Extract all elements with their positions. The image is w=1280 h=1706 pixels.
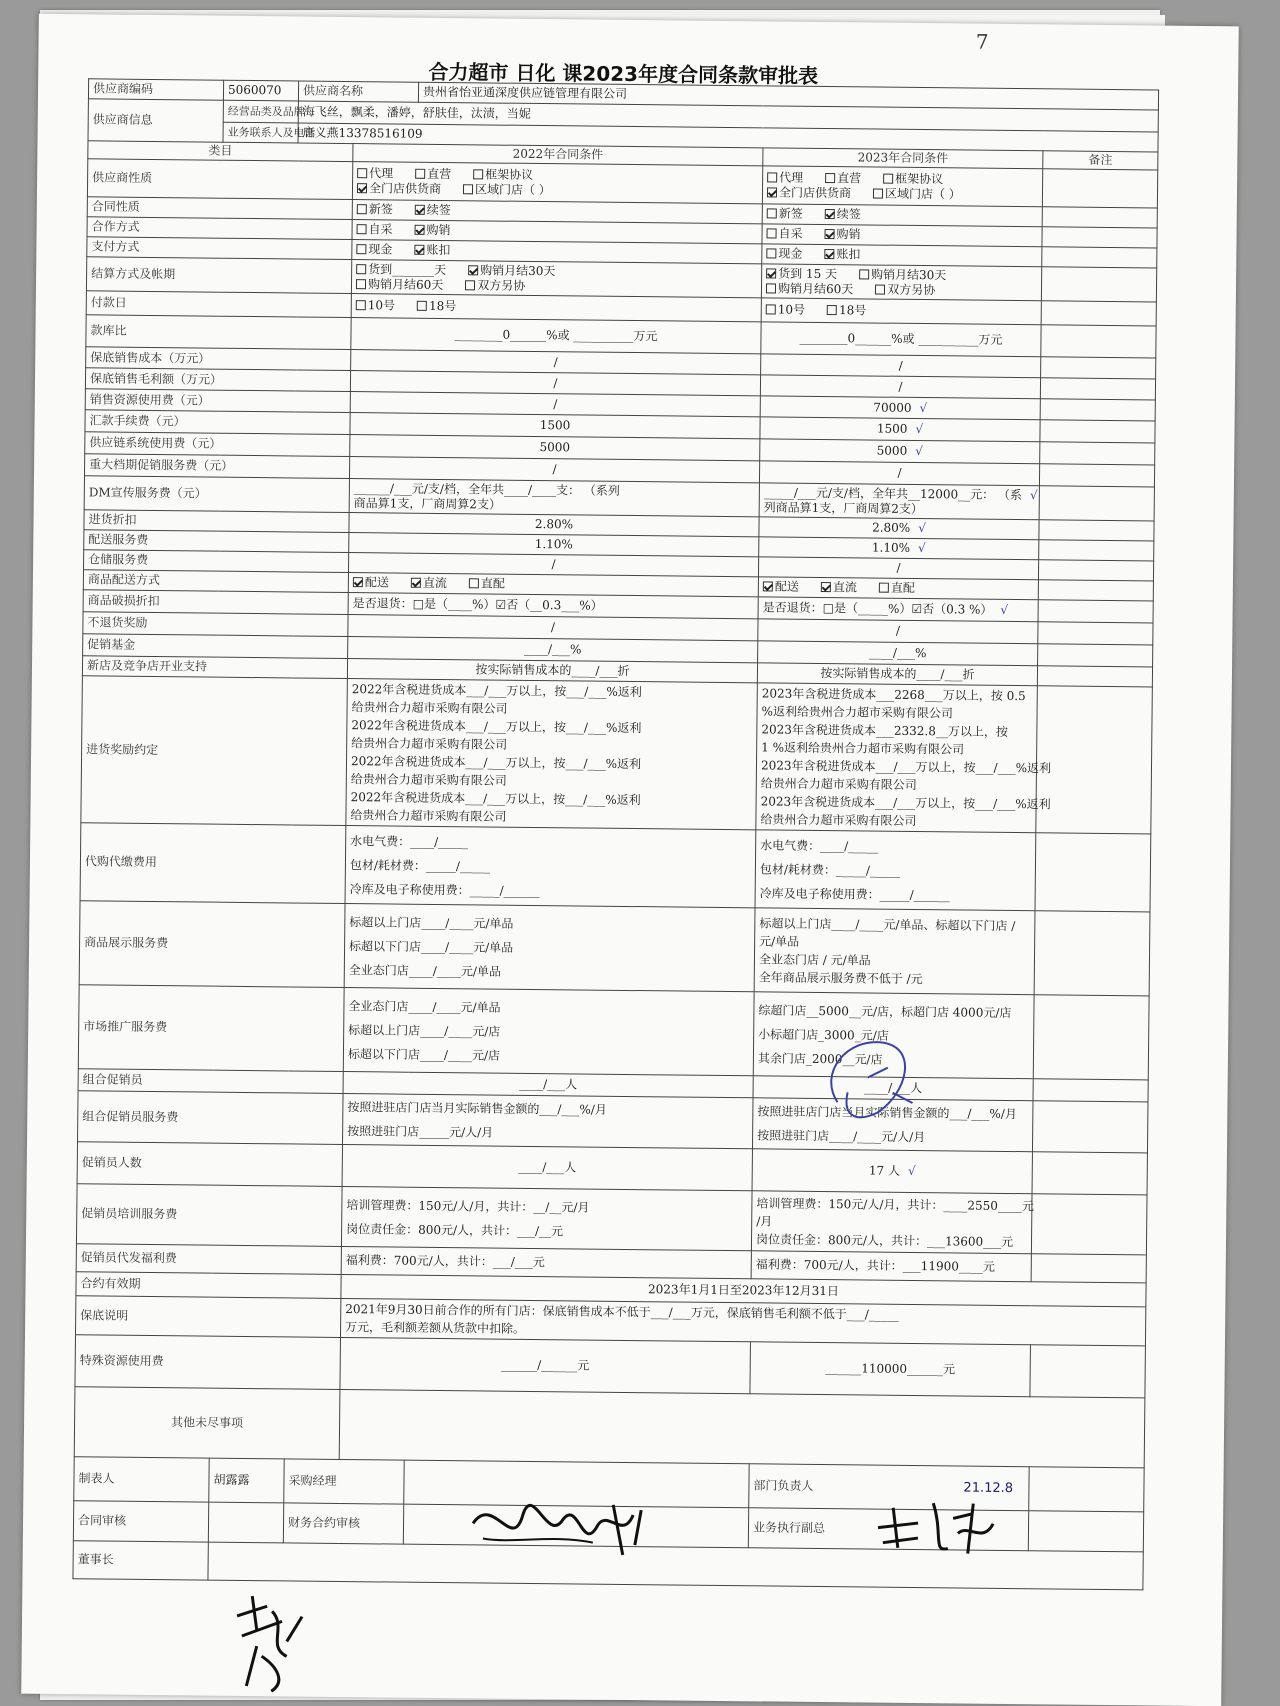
page-number: 7	[975, 29, 989, 54]
checkbox-option[interactable]: 现金	[766, 246, 802, 260]
delivery_mode-label: 商品配送方式	[83, 570, 348, 593]
damage-label: 商品破损折扣	[83, 590, 348, 615]
checkbox-option[interactable]: 购销月结60天	[356, 277, 443, 292]
no_return-2023: /	[758, 619, 1038, 644]
checkbox-option[interactable]: 配送	[763, 579, 799, 593]
checkbox-option[interactable]: 双方另协	[465, 278, 525, 293]
checkbox-icon[interactable]	[883, 173, 893, 183]
new_store-2023: 按实际销售成本的____/___折	[757, 663, 1037, 686]
proxy_fee-2023: 水电气费：____/_____ 包材/耗材费：_____/_____ 冷库及电子称使用费：_____/______	[755, 830, 1036, 911]
no_return-remark	[1038, 622, 1153, 645]
row-market_fee	[78, 985, 1149, 1080]
festival_fee-remark	[1039, 464, 1154, 487]
festival_fee-label: 重大档期促销服务费（元）	[84, 454, 349, 479]
res_fee-2022: /	[350, 392, 760, 417]
proxy_fee-label: 代购代缴费用	[80, 823, 346, 904]
checkbox-icon[interactable]	[825, 209, 835, 219]
check-mark-7: √	[907, 1163, 916, 1179]
guar_margin-2022: /	[350, 371, 760, 396]
promo_fund-2023: ____/___%	[758, 641, 1038, 666]
dm_fee-label: DM宣传服务费（元）	[84, 476, 349, 513]
discount-2022: 2.80%	[349, 513, 759, 537]
maker-label: 制表人	[74, 1457, 209, 1502]
brands-label: 经营品类及品牌	[223, 100, 298, 123]
combo_promoter-remark	[1033, 1079, 1148, 1102]
checkbox-icon[interactable]	[875, 284, 885, 294]
checkbox-option[interactable]: 购销月结30天	[468, 263, 555, 278]
remit_fee-label: 汇款手续费（元）	[85, 410, 350, 435]
rebate-2022: 2022年含税进货成本___/___万以上，按___/___%返利 给贵州合力超市采购有限公司 2022年含税进货成本___/___万以上，按___/___%返利 给贵州合力超市采购有限公司 2022年含税进货成本___/___万以上，按___/___%返利 给贵州合力超市采购有限公司 2022年含税进货成本___/___万以上，按___/___%返利 给贵州合力超市采购有限公司	[346, 679, 758, 830]
sc_fee-label: 供应链系统使用费（元）	[85, 432, 350, 457]
delivery_fee-remark	[1039, 540, 1154, 561]
proxy_fee-2022: 水电气费：____/_____ 包材/耗材费：_____/_____ 冷库及电子称使用费：_____/______	[345, 826, 756, 908]
checkbox-icon[interactable]	[463, 184, 473, 194]
contract-review-label: 合同审核	[73, 1501, 208, 1542]
checkbox-option[interactable]: 18号	[827, 303, 866, 317]
checkbox-icon[interactable]	[766, 283, 776, 293]
checkbox-icon[interactable]	[821, 582, 831, 592]
checkbox-icon[interactable]	[356, 279, 366, 289]
checkbox-option[interactable]: 代理	[357, 166, 393, 180]
checkbox-option[interactable]: 续签	[825, 207, 861, 221]
stock_ratio-label: 款库比	[86, 315, 351, 350]
guar_margin-label: 保底销售毛利额（万元）	[85, 368, 350, 392]
promo_fund-label: 促销基金	[83, 634, 348, 659]
combo_promoter-2022: ____/___人	[343, 1072, 753, 1098]
rebate-2023: 2023年含税进货成本___2268___万以上，按 0.5 %返利给贵州合力超市采购有限公司 2023年含税进货成本___2332.8__万以上，按 1 %返利给贵州合力超市采购有限公司 2023年含税进货成本___/___万以上，按___/___%返利 给贵州合力超市采购有限公司 2023年含税进货成本___/___万以上，按___/___%返利 给贵州合力超市采购有限公司	[756, 683, 1038, 833]
rebate-remark	[1036, 686, 1153, 834]
check-mark-2: √	[915, 443, 923, 459]
checkbox-icon[interactable]	[356, 244, 366, 254]
checkbox-icon[interactable]	[357, 204, 367, 214]
checkbox-icon[interactable]	[827, 305, 837, 315]
special_fee-label: 特殊资源使用费	[75, 1335, 341, 1390]
new_store-2022: 按实际销售成本的____/___折	[347, 659, 757, 683]
checkbox-option[interactable]: 框架协议	[473, 167, 533, 182]
welfare-2023: 福利费：700元/人，共计：___11900____元	[751, 1251, 1031, 1282]
discount-label: 进货折扣	[84, 510, 349, 533]
nature-2022	[352, 162, 762, 204]
checkbox-option[interactable]: 代理	[767, 170, 803, 184]
settle-remark	[1041, 267, 1156, 302]
purchase-manager-sign	[404, 1460, 749, 1508]
rebate-label: 进货奖励约定	[81, 676, 348, 826]
settle-2022	[351, 260, 761, 298]
combo_fee-2023: 按照进驻店门店当月实际销售金额的___/___%/月 按照进驻门店____/____元/人/月	[752, 1098, 1033, 1152]
checkbox-icon[interactable]	[415, 205, 425, 215]
checkbox-icon[interactable]	[825, 173, 835, 183]
checkbox-option[interactable]: 自采	[767, 226, 803, 240]
checkbox-option[interactable]: 账扣	[824, 247, 860, 261]
guar_cost-remark	[1041, 357, 1156, 379]
training_fee-remark	[1031, 1194, 1147, 1255]
checkbox-icon[interactable]	[411, 578, 421, 588]
promoter_count-remark	[1032, 1152, 1147, 1195]
valid-label: 合约有效期	[76, 1272, 341, 1299]
checkbox-option[interactable]: 新签	[767, 206, 803, 220]
checkbox-icon[interactable]	[824, 249, 834, 259]
pay-label: 支付方式	[87, 237, 352, 260]
checkbox-icon[interactable]	[859, 269, 869, 279]
storage_fee-remark	[1038, 560, 1153, 581]
checkbox-option[interactable]: 直配	[469, 576, 505, 590]
checkbox-option[interactable]: 全门店供货商	[357, 181, 441, 196]
delivery_mode-remark	[1038, 580, 1153, 601]
combo_promoter-label: 组合促销员	[78, 1069, 343, 1094]
valid-period: 2023年1月1日至2023年12月31日	[341, 1274, 1146, 1306]
checkbox-icon[interactable]	[767, 187, 777, 197]
checkbox-option[interactable]: 直营	[415, 166, 451, 180]
discount-remark	[1039, 520, 1154, 541]
storage_fee-label: 仓储服务费	[84, 550, 349, 573]
supplier-info-label: 供应商信息	[88, 99, 223, 142]
checkbox-option[interactable]: 配送	[353, 575, 389, 589]
storage_fee-2023: /	[758, 557, 1038, 580]
dept-head-label: 部门负责人 21.12.8	[749, 1464, 1029, 1511]
checkbox-option[interactable]: 区域门店（ ）	[463, 182, 551, 197]
welfare-remark	[1031, 1254, 1146, 1283]
checkbox-icon[interactable]	[825, 229, 835, 239]
sc_fee-remark	[1040, 442, 1155, 465]
new_store-label: 新店及竞争店开业支持	[82, 656, 347, 679]
header-2022: 2022年合同条件	[353, 144, 763, 166]
nature-remark	[1042, 169, 1157, 208]
discount-2023: 2.80% √	[759, 517, 1039, 540]
checkbox-icon[interactable]	[879, 583, 889, 593]
welfare-2022: 福利费：700元/人，共计：___/___元	[341, 1246, 751, 1278]
maker-name: 胡露露	[209, 1458, 284, 1503]
checkbox-icon[interactable]	[473, 169, 483, 179]
market_fee-label: 市场推广服务费	[78, 985, 344, 1072]
promoter_count-2023: 17 人 √	[752, 1149, 1032, 1194]
checkbox-option[interactable]: 账扣	[414, 243, 450, 257]
coop-label: 合作方式	[87, 217, 352, 240]
row-training_fee	[76, 1184, 1147, 1255]
dept-head-date: 21.12.8	[963, 1480, 1014, 1497]
checkbox-icon[interactable]	[766, 268, 776, 278]
checkbox-icon[interactable]	[357, 168, 367, 178]
festival_fee-2022: /	[349, 457, 759, 483]
sc_fee-2023: 5000 √	[760, 439, 1040, 464]
damage-2023: 是否退货：□是（_____%）☑否（0.3 %） √	[758, 597, 1038, 622]
header-remark: 备注	[1043, 151, 1158, 170]
stock_ratio-remark	[1041, 325, 1156, 358]
check-mark-5: √	[917, 540, 926, 556]
checkbox-icon[interactable]	[766, 248, 776, 258]
check-mark-6: √	[1000, 602, 1009, 617]
new_store-remark	[1037, 666, 1152, 687]
supplier-name: 贵州省怡亚通深度供应链管理有限公司	[418, 82, 1158, 110]
header-2023: 2023年合同条件	[763, 148, 1043, 169]
checkbox-icon[interactable]	[767, 228, 777, 238]
combo_promoter-2023: ____/___人	[753, 1076, 1033, 1101]
guar_cost-2022: /	[351, 350, 761, 375]
check-mark-1: √	[915, 421, 924, 437]
vp-label: 业务执行副总	[748, 1508, 1028, 1551]
checkbox-option[interactable]: 直配	[879, 581, 915, 595]
display_fee-2022: 标超以上门店____/____元/单品 标超以下门店____/____元/单品 全业态门店____/____元/单品	[344, 904, 755, 992]
vp-sign	[1028, 1511, 1143, 1552]
form-title: 合力超市 日化 课2023年度合同条款审批表	[428, 59, 819, 88]
checkbox-icon[interactable]	[356, 264, 366, 274]
row-proxy_fee	[80, 823, 1151, 912]
brands: 海飞丝，飘柔，潘婷，舒肤佳，汰渍，当妮	[298, 101, 1158, 132]
training_fee-label: 促销员培训服务费	[76, 1184, 342, 1247]
checkbox-icon[interactable]	[767, 172, 777, 182]
res_fee-label: 销售资源使用费（元）	[85, 389, 350, 413]
other-content	[339, 1389, 1145, 1467]
proxy_fee-remark	[1035, 833, 1151, 912]
stock_ratio-2022: ________0______%或 __________万元	[351, 318, 761, 354]
checkbox-icon[interactable]	[414, 245, 424, 255]
nature-label: 供应商性质	[87, 159, 352, 200]
special_fee-2022: ______/______元	[340, 1337, 751, 1393]
settle-2023	[761, 264, 1041, 301]
sign-remark	[1029, 1467, 1144, 1512]
guarantee-text: 2021年9月30日前合作的所有门店：保底销售成本不低于___/___万元，保底销售毛利额不低于___/_____ 万元，毛利额差额从货款中扣除。	[340, 1298, 1145, 1345]
checkbox-option[interactable]: 双方另协	[875, 282, 935, 297]
guar_margin-2023: /	[760, 375, 1040, 399]
checkbox-option[interactable]: 现金	[356, 242, 392, 256]
guar_cost-label: 保底销售成本（万元）	[86, 347, 351, 371]
contract-review-sign	[208, 1502, 283, 1543]
festival_fee-2023: /	[759, 461, 1039, 486]
check-mark-0: √	[919, 400, 928, 415]
training_fee-2023: 培训管理费：150元/人/月，共计：____2550____元 /月 岗位责任金：800元/人，共计：___13600___元	[751, 1191, 1032, 1254]
checkbox-icon[interactable]	[763, 581, 773, 591]
supplier-name-label: 供应商名称	[298, 81, 418, 102]
market_fee-remark	[1033, 995, 1149, 1080]
row-other	[74, 1387, 1145, 1468]
checkbox-icon[interactable]	[353, 577, 363, 587]
checkbox-option[interactable]: 直流	[411, 576, 447, 590]
delivery_fee-2022: 1.10%	[349, 533, 759, 557]
checkbox-option[interactable]: 续签	[415, 203, 451, 217]
payday-remark	[1041, 301, 1156, 326]
guar_cost-2023: /	[761, 354, 1041, 378]
promo_fund-2022: ____/___%	[348, 637, 758, 663]
contract-remark	[1042, 207, 1157, 228]
checkbox-icon[interactable]	[767, 208, 777, 218]
payday-label: 付款日	[86, 291, 351, 318]
damage-remark	[1038, 600, 1153, 623]
remit_fee-2022: 1500	[350, 413, 760, 439]
no_return-label: 不退货奖励	[83, 612, 348, 637]
checkbox-option[interactable]: 10号	[766, 302, 805, 316]
delivery_fee-label: 配送服务费	[84, 530, 349, 553]
welfare-label: 促销员代发福利费	[76, 1244, 341, 1275]
delivery_fee-2023: 1.10% √	[759, 537, 1039, 560]
checkbox-icon[interactable]	[415, 168, 425, 178]
row-rebate	[81, 676, 1153, 834]
combo_fee-remark	[1032, 1101, 1148, 1153]
other-label: 其他未尽事项	[74, 1387, 340, 1460]
supplier-code-label: 供应商编码	[88, 79, 223, 100]
checkbox-option[interactable]: 框架协议	[883, 171, 943, 186]
checkbox-icon[interactable]	[766, 304, 776, 314]
guar_margin-remark	[1040, 378, 1155, 400]
display_fee-2023: 标超以上门店____/____元/单品、标超以下门店 / 元/单品 全业态门店 / 元/单品 全年商品展示服务费不低于 /元	[754, 908, 1035, 995]
contact: 唐义燕13378516109	[298, 123, 1158, 152]
remit_fee-remark	[1040, 420, 1155, 443]
checkbox-option[interactable]: 全门店供货商	[767, 185, 851, 200]
check-mark-3: √	[1029, 487, 1038, 502]
checkbox-option[interactable]: 购销	[415, 223, 451, 237]
checkbox-icon[interactable]	[415, 225, 425, 235]
market_fee-2022: 全业态门店____/____元/单品 标超以上门店____/____元/店 标超以下门店____/____元/店	[343, 988, 754, 1076]
checkbox-option[interactable]: 货到 15 天	[766, 266, 837, 281]
market_fee-2023: 综超门店__5000__元/店，标超门店 4000元/店 小标超门店_3000_元/店 其余门店_2000__元/店	[753, 992, 1034, 1079]
guarantee-label: 保底说明	[75, 1296, 340, 1338]
checkbox-option[interactable]: 购销	[825, 227, 861, 241]
dm_fee-2023: _____/___元/支/档，全年共__12000__元： （系 √ 列商品算1支，厂商周算2支）	[759, 483, 1039, 520]
promoter_count-2022: ____/___人	[342, 1145, 752, 1191]
checkbox-option[interactable]: 购销月结30天	[859, 267, 946, 282]
dm_fee-remark	[1039, 486, 1154, 521]
damage-2022: 是否退货：□是（____%）☑否（__0.3___%）	[348, 593, 758, 619]
approval-form-sheet	[21, 14, 1239, 1706]
checkbox-icon[interactable]	[873, 188, 883, 198]
checkbox-icon[interactable]	[357, 224, 367, 234]
checkbox-option[interactable]: 区域门店（ ）	[873, 186, 961, 201]
display_fee-label: 商品展示服务费	[79, 901, 345, 988]
checkbox-icon[interactable]	[468, 265, 478, 275]
checkbox-option[interactable]: 新签	[357, 202, 393, 216]
finance-review-sign	[403, 1504, 748, 1548]
storage_fee-2022: /	[348, 553, 758, 577]
checkbox-icon[interactable]	[356, 300, 366, 310]
chairman-label: 董事长	[73, 1541, 208, 1580]
promo_fund-remark	[1038, 644, 1153, 667]
finance-review-label: 财务合约审核	[283, 1503, 403, 1544]
checkbox-icon[interactable]	[469, 578, 479, 588]
pay-remark	[1042, 247, 1157, 268]
stock_ratio-2023: ________0______%或 __________万元	[761, 322, 1041, 357]
special_fee-remark	[1030, 1345, 1146, 1398]
combo_fee-label: 组合促销员服务费	[78, 1091, 344, 1145]
supplier-code: 5060070	[223, 80, 298, 101]
no_return-2022: /	[348, 615, 758, 641]
special_fee-2023: ______110000______元	[750, 1342, 1031, 1397]
checkbox-option[interactable]: 自采	[357, 222, 393, 236]
check-mark-4: √	[918, 521, 926, 536]
checkbox-option[interactable]: 购销月结60天	[766, 281, 853, 296]
contact-label: 业务联系人及电话	[223, 122, 298, 143]
remit_fee-2023: 1500 √	[760, 417, 1040, 442]
checkbox-icon[interactable]	[357, 183, 367, 193]
checkbox-option[interactable]: 直营	[825, 171, 861, 185]
sc_fee-2022: 5000	[350, 435, 760, 461]
res_fee-2023: 70000 √	[760, 396, 1040, 420]
payday-2023	[761, 298, 1041, 325]
contract-review-signature	[226, 1586, 317, 1697]
checkbox-icon[interactable]	[465, 280, 475, 290]
coop-remark	[1042, 227, 1157, 248]
row-display_fee	[79, 901, 1150, 996]
dm_fee-2022: ______/___元/支/档，全年共____/____支： （系列 商品算1支，厂商周算2支）	[349, 479, 759, 517]
combo_fee-2022: 按照进驻店门店当月实际销售金额的___/___%/月 按照进驻门店_____元/人/月	[343, 1094, 754, 1149]
checkbox-option[interactable]: 货到_______天	[356, 262, 446, 277]
contract-label: 合同性质	[87, 197, 352, 220]
header-category: 类目	[88, 141, 353, 162]
settle-label: 结算方式及帐期	[86, 257, 351, 294]
nature-2023	[762, 166, 1042, 207]
display_fee-remark	[1034, 911, 1150, 996]
checkbox-icon[interactable]	[417, 301, 427, 311]
contract-terms-table	[72, 78, 1159, 1590]
promoter_count-label: 促销员人数	[77, 1142, 342, 1187]
training_fee-2022: 培训管理费：150元/人/月，共计：__/__元/月 岗位责任金：800元/人，共计：___/__元	[341, 1187, 752, 1251]
res_fee-remark	[1040, 399, 1155, 421]
checkbox-option[interactable]: 18号	[417, 299, 456, 313]
checkbox-option[interactable]: 直流	[821, 580, 857, 594]
purchase-manager-label: 采购经理	[284, 1459, 404, 1504]
checkbox-option[interactable]: 10号	[356, 298, 395, 312]
